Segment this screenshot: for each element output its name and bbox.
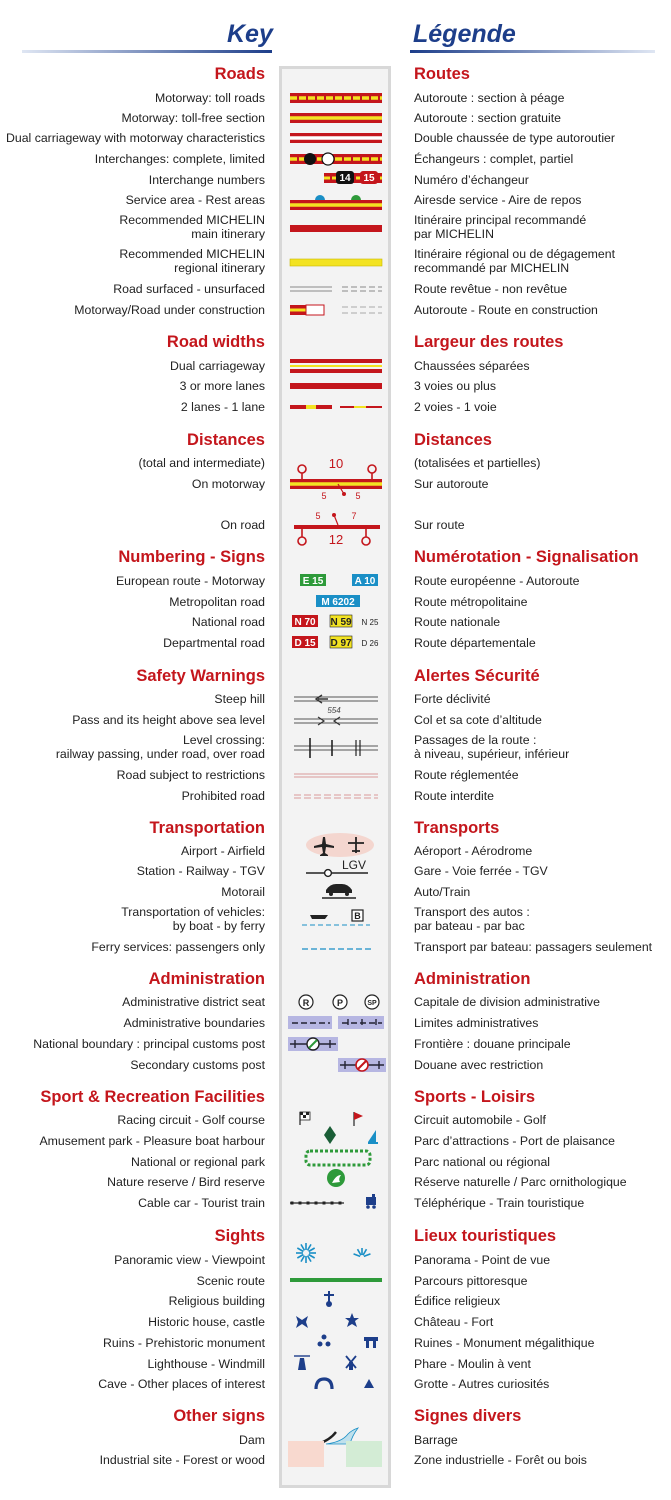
entry-label-fr: Téléphérique - Train touristique — [414, 1196, 585, 1210]
legend-entry — [0, 247, 671, 275]
entry-label-en: Interchanges: complete, limited — [94, 152, 265, 166]
entry-label-fr: Barrage — [414, 1433, 458, 1447]
section-title-en: Numbering - Signs — [118, 548, 265, 566]
symbol-label-a-route: A 10 — [354, 576, 376, 587]
entry-label-en: Motorway: toll roads — [154, 91, 265, 105]
entry-label-fr: Édifice religieux — [414, 1294, 501, 1308]
symbol-label-seat-sp: SP — [367, 1000, 377, 1007]
legend-entry — [0, 1315, 671, 1335]
section-sights — [0, 1226, 671, 1246]
entry-label-fr: Chaussées séparées — [414, 359, 530, 373]
section-roads — [0, 64, 671, 84]
entry-label-fr: Route nationale — [414, 615, 501, 629]
entry-label-fr: Itinéraire principal recommandé par MICHELIN — [414, 213, 587, 241]
entry-label-fr: Col et sa cote d’altitude — [414, 713, 542, 727]
legend-entry — [0, 885, 671, 905]
symbol-label-e-route: E 15 — [302, 576, 324, 587]
symbol-label-m-route: M 6202 — [321, 597, 355, 608]
section-title-fr: Distances — [414, 431, 492, 449]
symbol-label-interchange-b: 15 — [363, 173, 375, 184]
entry-label-fr: Zone industrielle - Forêt ou bois — [414, 1453, 587, 1467]
legend-entry — [0, 1336, 671, 1356]
entry-label-en: Ferry services: passengers only — [91, 940, 265, 954]
cable-car-icon — [288, 1193, 384, 1227]
symbol-label-n-route-b: N 59 — [330, 617, 352, 628]
industrial-forest-icon — [288, 1441, 384, 1475]
legend-entry — [0, 574, 671, 594]
entry-label-fr: Autoroute : section à péage — [414, 91, 565, 105]
section-title-en: Road widths — [166, 333, 265, 351]
entry-label-en: Industrial site - Forest or wood — [99, 1453, 265, 1467]
entry-label-fr: Forte déclivité — [414, 692, 491, 706]
legend-entry — [0, 303, 671, 323]
entry-label-en: Motorail — [221, 885, 265, 899]
legende-rule — [410, 50, 655, 53]
entry-label-en: Secondary customs post — [130, 1058, 265, 1072]
entry-label-fr: Parcours pittoresque — [414, 1274, 528, 1288]
section-title-fr: Signes divers — [414, 1407, 522, 1425]
symbol-label-seat-r: R — [302, 998, 310, 1008]
entry-label-fr: Grotte - Autres curiosités — [414, 1377, 550, 1391]
legend-entry — [0, 1175, 671, 1195]
entry-label-fr: Aéroport - Aérodrome — [414, 844, 533, 858]
entry-label-en: Religious building — [168, 1294, 265, 1308]
legend-entry — [0, 940, 671, 960]
departmental-road-icon — [288, 633, 384, 667]
section-distances — [0, 430, 671, 450]
legend-entry — [0, 379, 671, 399]
legend-entry — [0, 905, 671, 933]
section-title-fr: Alertes Sécurité — [414, 667, 540, 685]
entry-label-en: Scenic route — [196, 1274, 265, 1288]
entry-label-fr: Transport des autos : par bateau - par bac — [414, 905, 530, 933]
legende-heading: Légende — [413, 20, 516, 48]
entry-label-fr: Itinéraire régional ou de dégagement recommandé par MICHELIN — [414, 247, 615, 275]
entry-label-en: Cable car - Tourist train — [138, 1196, 265, 1210]
entry-label-en: European route - Motorway — [115, 574, 265, 588]
entry-label-en: Service area - Rest areas — [125, 193, 265, 207]
symbol-label-seat-p: P — [336, 998, 344, 1008]
entry-label-fr: Autoroute - Route en construction — [414, 303, 598, 317]
key-rule — [22, 50, 272, 53]
entry-label-fr: Frontière : douane principale — [414, 1037, 571, 1051]
entry-label-en: Level crossing: railway passing, under road, over road — [55, 733, 265, 761]
regional-itinerary-icon — [288, 246, 384, 280]
entry-label-en: Racing circuit - Golf course — [117, 1113, 265, 1127]
entry-label-en: National boundary : principal customs post — [33, 1037, 265, 1051]
symbol-label-dist-total-road: 12 — [328, 532, 344, 547]
entry-label-en: Nature reserve / Bird reserve — [107, 1175, 265, 1189]
entry-label-en: On motorway — [191, 477, 265, 491]
entry-label-en: Departmental road — [163, 636, 265, 650]
entry-label-fr: Circuit automobile - Golf — [414, 1113, 546, 1127]
entry-label-fr: Route revêtue - non revêtue — [414, 282, 568, 296]
entry-label-en: Administrative district seat — [122, 995, 265, 1009]
entry-label-fr: Capitale de division administrative — [414, 995, 600, 1009]
entry-label-en: Cave - Other places of interest — [98, 1377, 265, 1391]
entry-label-en: Steep hill — [214, 692, 265, 706]
entry-label-en: National or regional park — [131, 1155, 265, 1169]
entry-label-fr: Château - Fort — [414, 1315, 494, 1329]
section-title-en: Sights — [214, 1227, 265, 1245]
entry-label-fr: Phare - Moulin à vent — [414, 1357, 531, 1371]
entry-label-fr: Passages de la route : à niveau, supérieur, inférieur — [414, 733, 570, 761]
entry-label-en: National road — [191, 615, 265, 629]
legend-entry — [0, 1253, 671, 1273]
legend-entry — [0, 1377, 671, 1397]
entry-label-fr: 3 voies ou plus — [414, 379, 497, 393]
legend-entry — [0, 400, 671, 420]
entry-label-fr: Auto/Train — [414, 885, 471, 899]
symbol-label-tgv: LGV — [341, 858, 367, 872]
entry-label-fr: Sur autoroute — [414, 477, 489, 491]
section-road-widths — [0, 332, 671, 352]
legend-entry — [0, 282, 671, 302]
section-title-en: Roads — [214, 65, 265, 83]
legend-entry — [0, 213, 671, 241]
distance-motorway-icon — [288, 456, 384, 506]
entry-label-fr: Autoroute : section gratuite — [414, 111, 561, 125]
entry-label-en: Transportation of vehicles: by boat - by ferry — [121, 905, 265, 933]
symbol-label-dist-part-motorway-a: 5 — [321, 491, 327, 501]
entry-label-fr: Parc national ou régional — [414, 1155, 551, 1169]
section-title-fr: Routes — [414, 65, 470, 83]
entry-label-fr: Échangeurs : complet, partiel — [414, 152, 574, 166]
legend-entry — [0, 1016, 671, 1036]
legend-entry — [0, 131, 671, 151]
entry-label-en: Airport - Airfield — [180, 844, 265, 858]
entry-label-fr: Ruines - Monument mégalithique — [414, 1336, 595, 1350]
section-title-en: Other signs — [173, 1407, 265, 1425]
entry-label-fr: Réserve naturelle / Parc ornithologique — [414, 1175, 627, 1189]
entry-label-en: Recommended MICHELIN regional itinerary — [119, 247, 265, 275]
symbol-label-n-route-c: N 25 — [361, 618, 379, 627]
section-title-fr: Lieux touristiques — [414, 1227, 557, 1245]
entry-label-en: Administrative boundaries — [123, 1016, 265, 1030]
legend-entry — [0, 995, 671, 1015]
entry-label-fr: (totalisées et partielles) — [414, 456, 541, 470]
section-title-en: Administration — [148, 970, 265, 988]
section-other-signs — [0, 1406, 671, 1426]
entry-label-fr: Airesde service - Aire de repos — [414, 193, 582, 207]
symbol-label-d-route-b: D 97 — [330, 638, 352, 649]
section-title-fr: Largeur des routes — [414, 333, 564, 351]
entry-label-en: Road subject to restrictions — [116, 768, 265, 782]
prohibited-road-icon — [288, 786, 384, 820]
secondary-customs-icon — [288, 1055, 384, 1089]
entry-label-fr: Limites administratives — [414, 1016, 539, 1030]
legend-entry — [0, 858, 671, 884]
section-safety-warnings — [0, 666, 671, 686]
legend-entry — [0, 636, 671, 656]
entry-label-en: Interchange numbers — [148, 173, 265, 187]
entry-label-en: Historic house, castle — [148, 1315, 265, 1329]
entry-label-fr: Transport par bateau: passagers seulement — [414, 940, 653, 954]
section-numbering-signs — [0, 547, 671, 567]
two-lanes-icon — [288, 397, 384, 431]
entry-label-en: Pass and its height above sea level — [72, 713, 265, 727]
symbol-label-ferry-b: B — [354, 911, 361, 921]
legend-entry — [0, 1453, 671, 1473]
legend-entry — [0, 193, 671, 213]
entry-label-fr: 2 voies - 1 voie — [414, 400, 497, 414]
entry-label-fr: Route métropolitaine — [414, 595, 528, 609]
legend-entry — [0, 1037, 671, 1057]
section-title-en: Safety Warnings — [136, 667, 265, 685]
entry-label-fr: Numéro d’échangeur — [414, 173, 529, 187]
entry-label-en: Recommended MICHELIN main itinerary — [119, 213, 265, 241]
entry-label-fr: Douane avec restriction — [414, 1058, 544, 1072]
section-title-fr: Sports - Loisirs — [414, 1088, 536, 1106]
entry-label-en: Motorway/Road under construction — [74, 303, 265, 317]
section-sport-recreation-facilities — [0, 1087, 671, 1107]
symbol-label-d-route-a: D 15 — [294, 638, 316, 649]
entry-label-en: Dual carriageway with motorway characteristics — [5, 131, 265, 145]
section-title-fr: Transports — [414, 819, 500, 837]
legend-entry — [0, 706, 671, 733]
legend-entry — [0, 733, 671, 761]
entry-label-fr: Route réglementée — [414, 768, 519, 782]
entry-label-en: Motorway: toll-free section — [121, 111, 265, 125]
legend-entry — [0, 1196, 671, 1216]
entry-label-fr: Route européenne - Autoroute — [414, 574, 580, 588]
entry-label-en: Ruins - Prehistoric monument — [103, 1336, 265, 1350]
passenger-ferry-icon — [288, 937, 384, 971]
entry-label-en: Metropolitan road — [169, 595, 265, 609]
section-title-fr: Administration — [414, 970, 531, 988]
legend-entry — [0, 768, 671, 788]
legend-entry — [0, 1294, 671, 1314]
entry-label-fr: Panorama - Point de vue — [414, 1253, 551, 1267]
section-title-en: Distances — [187, 431, 265, 449]
entry-label-en: 2 lanes - 1 lane — [180, 400, 265, 414]
legend-entry — [0, 1058, 671, 1078]
symbol-label-dist-part-motorway-b: 5 — [355, 491, 361, 501]
entry-label-en: Dual carriageway — [169, 359, 265, 373]
entry-label-fr: Double chaussée de type autoroutier — [414, 131, 615, 145]
entry-label-en: Panoramic view - Viewpoint — [114, 1253, 265, 1267]
legend-entry — [0, 789, 671, 809]
symbol-label-dist-total-motorway: 10 — [328, 456, 344, 471]
entry-label-en: (total and intermediate) — [138, 456, 265, 470]
key-heading: Key — [227, 20, 273, 48]
legend-entry — [0, 511, 671, 547]
entry-label-en: On road — [220, 518, 265, 532]
entry-label-fr: Sur route — [414, 518, 465, 532]
symbol-label-n-route-a: N 70 — [294, 617, 316, 628]
entry-label-fr: Gare - Voie ferrée - TGV — [414, 864, 548, 878]
entry-label-en: Dam — [239, 1433, 265, 1447]
entry-label-en: Road surfaced - unsurfaced — [113, 282, 265, 296]
symbol-label-dist-part-road-b: 7 — [351, 511, 357, 521]
section-administration — [0, 969, 671, 989]
symbol-label-d-route-c: D 26 — [361, 639, 379, 648]
entry-label-en: Prohibited road — [181, 789, 265, 803]
cave-icon — [288, 1374, 384, 1408]
entry-label-fr: Route interdite — [414, 789, 494, 803]
main-itinerary-icon — [288, 212, 384, 246]
symbol-label-dist-part-road-a: 5 — [315, 511, 321, 521]
section-title-en: Transportation — [149, 819, 265, 837]
entry-label-en: 3 or more lanes — [179, 379, 265, 393]
legend-entry — [0, 615, 671, 635]
under-construction-icon — [288, 300, 384, 334]
symbol-label-pass-height: 554 — [327, 706, 341, 715]
section-title-en: Sport & Recreation Facilities — [40, 1088, 265, 1106]
entry-label-en: Amusement park - Pleasure boat harbour — [39, 1134, 265, 1148]
entry-label-fr: Route départementale — [414, 636, 536, 650]
entry-label-fr: Parc d’attractions - Port de plaisance — [414, 1134, 615, 1148]
symbol-label-interchange-a: 14 — [339, 173, 351, 184]
entry-label-en: Lighthouse - Windmill — [147, 1357, 265, 1371]
entry-label-en: Station - Railway - TGV — [136, 864, 265, 878]
section-title-fr: Numérotation - Signalisation — [414, 548, 639, 566]
